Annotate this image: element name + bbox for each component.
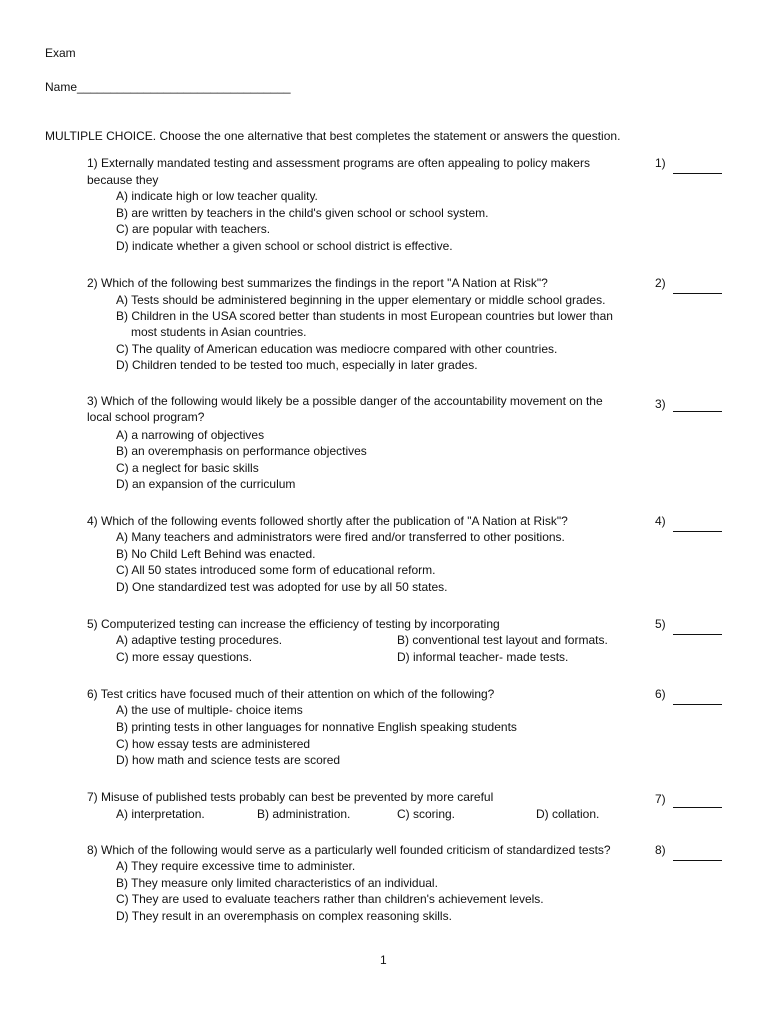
- answer-number: 1): [655, 156, 666, 170]
- option-b-continued: most students in Asian countries.: [131, 325, 307, 339]
- question-text: Computerized testing can increase the efficiency of testing by incorporating: [101, 617, 500, 631]
- option-d: D) They result in an overemphasis on complex reasoning skills.: [116, 909, 452, 923]
- option-a: A) Many teachers and administrators were fired and/or transferred to other positions.: [116, 530, 565, 544]
- option-c: C) more essay questions.: [116, 650, 253, 664]
- option-a: A) the use of multiple- choice items: [116, 703, 303, 717]
- option-a: A) adaptive testing procedures.: [116, 633, 283, 647]
- option-a: A) Tests should be administered beginning in the upper elementary or middle school grades.: [116, 293, 606, 307]
- answer-number: 3): [655, 397, 666, 411]
- answer-blank[interactable]: [673, 396, 722, 412]
- option-d: D) an expansion of the curriculum: [116, 477, 296, 491]
- exam-title: Exam: [45, 46, 76, 60]
- option-b: B) printing tests in other languages for nonnative English speaking students: [116, 720, 517, 734]
- question-number: 6): [87, 687, 98, 701]
- option-d: D) One standardized test was adopted for use by all 50 states.: [116, 580, 448, 594]
- answer-number: 6): [655, 687, 666, 701]
- question-number: 3): [87, 394, 98, 408]
- question-text: Which of the following would serve as a particularly well founded criticism of standardized tests?: [101, 843, 611, 857]
- option-c: C) The quality of American education was mediocre compared with other countries.: [116, 342, 558, 356]
- option-d: D) Children tended to be tested too much, especially in later grades.: [116, 358, 478, 372]
- question-stem: [87, 513, 568, 530]
- question-number: 4): [87, 514, 98, 528]
- question-stem: [87, 393, 603, 410]
- option-c: C) a neglect for basic skills: [116, 461, 259, 475]
- answer-blank[interactable]: [673, 619, 722, 635]
- option-b: B) They measure only limited characteristics of an individual.: [116, 876, 438, 890]
- question-stem: [87, 155, 607, 188]
- option-a: A) a narrowing of objectives: [116, 428, 265, 442]
- question-number: 2): [87, 276, 98, 290]
- option-c: C) are popular with teachers.: [116, 222, 271, 236]
- question-number: 5): [87, 617, 98, 631]
- question-text-continued: local school program?: [87, 410, 205, 424]
- name-label: Name: [45, 80, 78, 94]
- answer-number: 5): [655, 617, 666, 631]
- answer-blank[interactable]: [673, 845, 722, 861]
- option-b: B) administration.: [257, 807, 351, 821]
- option-b: B) are written by teachers in the child's given school or school system.: [116, 206, 489, 220]
- answer-blank[interactable]: [673, 792, 722, 808]
- page-number: 1: [380, 953, 387, 967]
- answer-blank[interactable]: [673, 278, 722, 294]
- option-a: A) indicate high or low teacher quality.: [116, 189, 318, 203]
- answer-number: 8): [655, 843, 666, 857]
- answer-number: 2): [655, 276, 666, 290]
- answer-blank[interactable]: [673, 516, 722, 532]
- question-number: 1): [87, 156, 98, 170]
- question-text: Misuse of published tests probably can best be prevented by more careful: [101, 790, 494, 804]
- question-text: Externally mandated testing and assessment programs are often appealing to policy makers because they: [87, 156, 590, 187]
- answer-number: 7): [655, 792, 666, 806]
- instructions: MULTIPLE CHOICE. Choose the one alternative that best completes the statement or answers the question.: [45, 129, 621, 143]
- option-c: C) how essay tests are administered: [116, 737, 311, 751]
- question-stem: [87, 275, 632, 292]
- question-stem: [87, 842, 611, 859]
- option-d: D) indicate whether a given school or school district is effective.: [116, 239, 453, 253]
- question-text: Which of the following events followed shortly after the publication of "A Nation at Risk"?: [101, 514, 568, 528]
- name-field: [45, 79, 291, 96]
- question-stem: [87, 686, 494, 703]
- question-stem: [87, 616, 500, 633]
- answer-number: 4): [655, 514, 666, 528]
- option-c: C) scoring.: [397, 807, 456, 821]
- question-text: Which of the following would likely be a possible danger of the accountability movement on the: [101, 394, 603, 408]
- question-stem: [87, 789, 493, 806]
- question-text: Test critics have focused much of their attention on which of the following?: [100, 687, 495, 701]
- option-a: A) They require excessive time to administer.: [116, 859, 356, 873]
- question-text: Which of the following best summarizes the findings in the report "A Nation at Risk"?: [101, 276, 548, 290]
- option-b: B) an overemphasis on performance objectives: [116, 444, 367, 458]
- answer-blank[interactable]: [673, 689, 722, 705]
- option-c: C) They are used to evaluate teachers rather than children's achievement levels.: [116, 892, 544, 906]
- answer-blank[interactable]: [673, 158, 722, 174]
- option-b: B) conventional test layout and formats.: [397, 633, 608, 647]
- option-a: A) interpretation.: [116, 807, 205, 821]
- option-b: B) No Child Left Behind was enacted.: [116, 547, 316, 561]
- option-d: D) informal teacher- made tests.: [397, 650, 569, 664]
- option-b: B) Children in the USA scored better than students in most European countries but lower than: [116, 309, 613, 323]
- question-number: 8): [87, 843, 98, 857]
- question-number: 7): [87, 790, 98, 804]
- option-d: D) collation.: [536, 807, 600, 821]
- option-c: C) All 50 states introduced some form of educational reform.: [116, 563, 436, 577]
- option-d: D) how math and science tests are scored: [116, 753, 341, 767]
- name-blank: ________________________________: [77, 80, 291, 94]
